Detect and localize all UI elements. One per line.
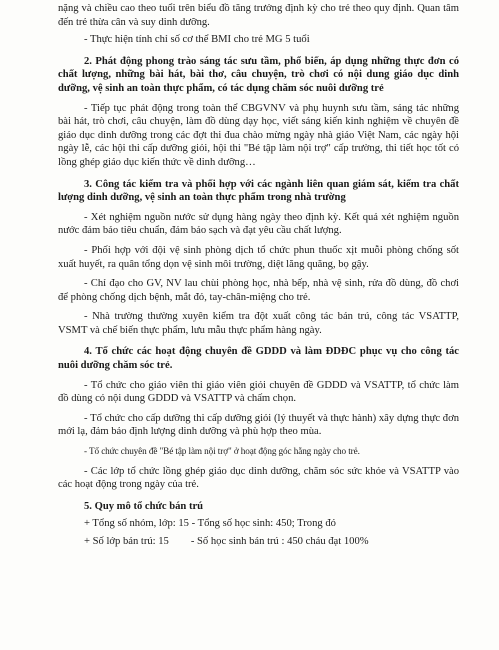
section-4-heading: 4. Tổ chức các hoạt động chuyên đề GDDD và làm ĐDĐC phục vụ cho công tác nuôi dưỡng chăm sóc trẻ. [58,346,459,372]
section-3-item: - Nhà trường thường xuyên kiểm tra đột xuất công tác bán trú, công tác VSATTP, VSMT và chế biến thực phẩm, lưu mẫu thực phẩm hàng ngày. [58,311,459,336]
section-2-heading: 2. Phát động phong trào sáng tác sưu tầm, phổ biến, áp dụng những thực đơn có chất lượng, những bài hát, bài thơ, câu chuyện, trò chơi có nội dung giáo dục dinh dưỡng, vệ sinh an toàn thực phẩm, có tác dụng chăm sóc nuôi dưỡng trẻ [58,55,459,94]
section-5-heading: 5. Quy mô tổ chức bán trú [84,500,204,512]
class-student-total-line [58,517,459,531]
section-3-item: - Phối hợp với đội vệ sinh phòng dịch tổ chức phun thuốc xịt muỗi phòng chống sốt xuất huyết, ra quân tổng dọn vệ sinh môi trường, diệt lăng quăng, bọ gậy. [58,244,459,270]
section-4-item: - Các lớp tổ chức lồng ghép giáo dục dinh dưỡng, chăm sóc sức khỏe và VSATTP vào các hoạt động trong ngày của trẻ. [58,465,459,491]
section-4-item: - Tổ chức chuyên đề "Bé tập làm nội trợ" ở hoạt động góc hằng ngày cho trẻ. [84,446,360,457]
section-3-item: - Chỉ đạo cho GV, NV lau chùi phòng học, nhà bếp, nhà vệ sinh, rửa đồ dùng, đồ chơi để phòng chống dịch bệnh, mắt đỏ, tay-chân-miệng cho trẻ. [58,278,459,303]
section-4-item: - Tổ chức cho cấp dưỡng thi cấp dưỡng giỏi (lý thuyết và thực hành) xây dựng thực đơn mới lạ, đảm bảo định lượng dinh dưỡng và phù hợp theo mùa. [58,412,459,438]
section-3-item: - Xét nghiệm nguồn nước sử dụng hàng ngày theo định kỳ. Kết quả xét nghiệm nguồn nước đảm bảo tiêu chuẩn, đảm bảo sạch và đạt yêu cầu chất lượng. [58,211,459,237]
class-student-total-text: + Tổng số nhóm, lớp: 15 - Tổng số học sinh: 450; Trong đó [84,518,336,530]
intro-paragraph: nặng và chiều cao theo tuổi trên biểu đồ tăng trưởng định kỳ cho trẻ theo quy định. Quan tâm đến trẻ thừa cân và suy dinh dưỡng. [58,3,459,28]
bmi-line: - Thực hiện tính chỉ số cơ thể BMI cho trẻ MG 5 tuổi [84,34,310,46]
section-4-item: - Tổ chức cho giáo viên thi giáo viên giỏi chuyên đề GDDD và VSATTP, tổ chức làm đồ dùng có nội dung GDDD và VSATTP và chấm chọn. [58,379,459,405]
boarding-class-count: + Số lớp bán trú: 15 [84,536,169,548]
section-2-body: - Tiếp tục phát động trong toàn thể CBGVNV và phụ huynh sưu tầm, sáng tác những bài hát, trò chơi, câu chuyện, làm đồ dùng dạy học, viết sáng kiến kinh nghiệm về chuyên đề giáo dục dinh dưỡng trong các đợt thi đua chào mừng ngày nhà giáo Việt Nam, các ngày hội ngày lễ, các hội thi cấp dưỡng giỏi, hội thi "Bé tập làm nội trợ" cấp trường, thi tiết học tốt có lồng ghép giáo dục kiến thức về dinh dưỡng… [58,102,459,168]
section-3-heading: 3. Công tác kiểm tra và phối hợp với các ngành liên quan giám sát, kiểm tra chất lượng dinh dưỡng, vệ sinh an toàn thực phẩm trong nhà trường [58,178,459,204]
boarding-line [58,535,459,549]
boarding-student-count: - Số học sinh bán trú : 450 cháu đạt 100% [190,536,369,548]
